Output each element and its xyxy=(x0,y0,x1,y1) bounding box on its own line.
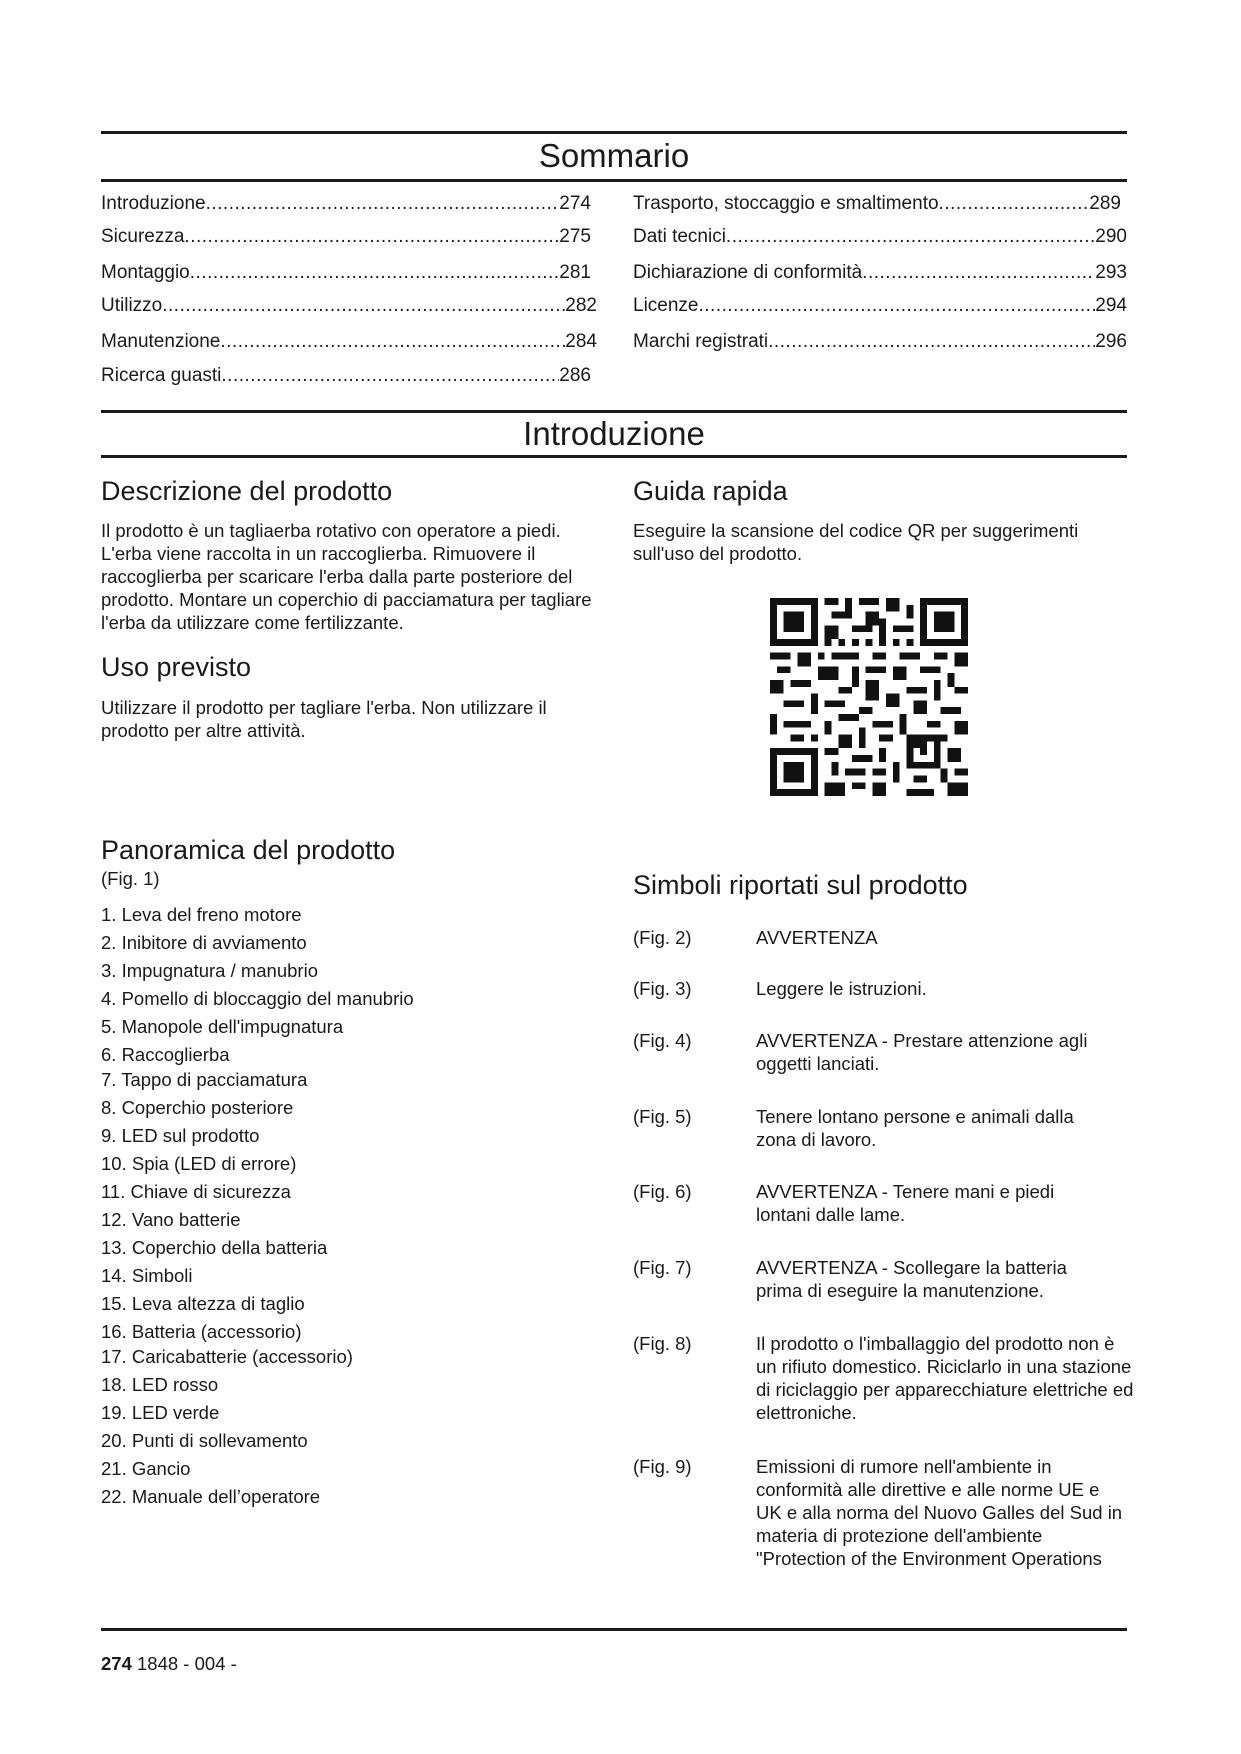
symbol-description: AVVERTENZA - Prestare attenzione agli oggetti lanciati. xyxy=(756,1030,1088,1074)
symbol-fig-ref: (Fig. 3) xyxy=(633,978,692,999)
list-item: 20. Punti di sollevamento xyxy=(101,1430,308,1451)
toc-entry[interactable]: Trasporto, stoccaggio e smaltimento ..... 289 xyxy=(633,192,1121,216)
list-item: 10. Spia (LED di errore) xyxy=(101,1153,297,1174)
list-item: 12. Vano batterie xyxy=(101,1209,241,1230)
intro-title: Introduzione xyxy=(523,415,705,452)
symbol-description: Leggere le istruzioni. xyxy=(756,978,927,999)
intro-title-rule xyxy=(101,455,1127,458)
toc-entry[interactable]: Manutenzione ..... 284 xyxy=(101,330,597,354)
toc-entry[interactable]: Montaggio ..... 281 xyxy=(101,261,591,285)
quick-guide-heading: Guida rapida xyxy=(633,476,788,506)
intro-top-rule xyxy=(101,410,1127,413)
symbol-description: AVVERTENZA - Tenere mani e piedi lontani dalle lame. xyxy=(756,1181,1055,1225)
list-item: 13. Coperchio della batteria xyxy=(101,1237,328,1258)
footer-rule xyxy=(101,1628,1127,1631)
description-heading: Descrizione del prodotto xyxy=(101,476,393,506)
toc-entry[interactable]: Utilizzo ..... 282 xyxy=(101,294,597,318)
doc-code: 1848 - 004 - xyxy=(137,1653,237,1674)
list-item: 4. Pomello di bloccaggio del manubrio xyxy=(101,988,414,1009)
symbol-fig-ref: (Fig. 7) xyxy=(633,1257,692,1278)
symbol-fig-ref: (Fig. 5) xyxy=(633,1106,692,1127)
list-item: 7. Tappo di pacciamatura xyxy=(101,1069,308,1090)
use-heading: Uso previsto xyxy=(101,652,252,682)
list-item: 9. LED sul prodotto xyxy=(101,1125,260,1146)
list-item: 3. Impugnatura / manubrio xyxy=(101,960,318,981)
list-item: 1. Leva del freno motore xyxy=(101,904,302,925)
page-footer xyxy=(101,1652,237,1676)
page-number: 274 xyxy=(101,1653,132,1674)
symbol-fig-ref: (Fig. 6) xyxy=(633,1181,692,1202)
list-item: 15. Leva altezza di taglio xyxy=(101,1293,305,1314)
symbol-fig-ref: (Fig. 8) xyxy=(633,1333,692,1354)
list-item: 21. Gancio xyxy=(101,1458,191,1479)
symbol-description: AVVERTENZA - Scollegare la batteria prima di eseguire la manutenzione. xyxy=(756,1257,1067,1301)
toc-entry[interactable]: Ricerca guasti ..... 286 xyxy=(101,364,591,388)
list-item: 8. Coperchio posteriore xyxy=(101,1097,294,1118)
list-item: 18. LED rosso xyxy=(101,1374,219,1395)
qr-code-icon[interactable] xyxy=(770,598,968,796)
toc-entry[interactable]: Licenze ..... 294 xyxy=(633,294,1127,318)
toc-entry[interactable]: Dati tecnici ..... 290 xyxy=(633,225,1127,249)
description-text: Il prodotto è un tagliaerba rotativo con operatore a piedi. L'erba viene raccolta in un raccoglierba. Rimuovere il raccoglierba per scaricare l'erba dalla parte posteriore del prodotto. Montare un coperchio di pacciamatura per tagliare l'erba da utilizzare come fertilizzante. xyxy=(101,520,592,633)
toc-entry[interactable]: Dichiarazione di conformità ..... 293 xyxy=(633,261,1127,285)
symbol-description: Il prodotto o l'imballaggio del prodotto non è un rifiuto domestico. Riciclarlo in una stazione di riciclaggio per apparecchiature elettriche ed elettroniche. xyxy=(756,1333,1134,1423)
symbol-description: Tenere lontano persone e animali dalla zona di lavoro. xyxy=(756,1106,1074,1150)
symbol-fig-ref: (Fig. 4) xyxy=(633,1030,692,1051)
quick-guide-text: Eseguire la scansione del codice QR per suggerimenti sull'uso del prodotto. xyxy=(633,520,1079,564)
list-item: 16. Batteria (accessorio) xyxy=(101,1321,302,1342)
toc-entry[interactable]: Marchi registrati ..... 296 xyxy=(633,330,1127,354)
toc-title-rule xyxy=(101,179,1127,182)
list-item: 5. Manopole dell'impugnatura xyxy=(101,1016,344,1037)
list-item: 11. Chiave di sicurezza xyxy=(101,1181,291,1202)
symbols-heading: Simboli riportati sul prodotto xyxy=(633,870,968,900)
list-item: 19. LED verde xyxy=(101,1402,220,1423)
overview-heading: Panoramica del prodotto xyxy=(101,835,396,865)
list-item: 2. Inibitore di avviamento xyxy=(101,932,307,953)
toc-entry[interactable]: Introduzione ..... 274 xyxy=(101,192,591,216)
list-item: 6. Raccoglierba xyxy=(101,1044,230,1065)
use-text: Utilizzare il prodotto per tagliare l'erba. Non utilizzare il prodotto per altre attività. xyxy=(101,697,547,741)
toc-title: Sommario xyxy=(538,137,690,174)
symbol-fig-ref: (Fig. 9) xyxy=(633,1456,692,1477)
list-item: 17. Caricabatterie (accessorio) xyxy=(101,1346,353,1367)
overview-fig-ref: (Fig. 1) xyxy=(101,868,160,889)
symbol-description: AVVERTENZA xyxy=(756,927,878,948)
toc-entry[interactable]: Sicurezza ..... 275 xyxy=(101,225,591,249)
top-rule xyxy=(101,131,1127,134)
symbol-fig-ref: (Fig. 2) xyxy=(633,927,692,948)
list-item: 22. Manuale dell’operatore xyxy=(101,1486,321,1507)
list-item: 14. Simboli xyxy=(101,1265,193,1286)
symbol-description: Emissioni di rumore nell'ambiente in conformità alle direttive e alle norme UE e UK e alla norma del Nuovo Galles del Sud in materia di protezione dell'ambiente "Protection of the Environment Operations xyxy=(756,1456,1123,1569)
